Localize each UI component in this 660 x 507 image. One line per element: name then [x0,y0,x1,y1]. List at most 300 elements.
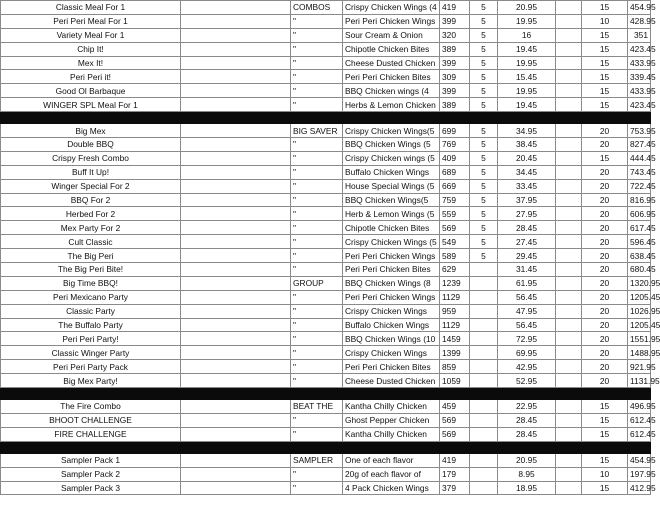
tax-amount-cell: 34.45 [498,165,556,179]
description-cell: Ghost Pepper Chicken [343,413,440,427]
table-row [1,28,651,42]
category-cell: " [291,332,343,346]
item-name-cell: BHOOT CHALLENGE [1,413,181,427]
blank-cell [556,165,582,179]
table-row [1,193,651,207]
description-cell: BBQ Chicken wings (4 [343,84,440,98]
percent-cell: 15 [582,42,628,56]
table-row [1,207,651,221]
tax-amount-cell: 47.95 [498,304,556,318]
total-cell: 1205.45 [628,290,651,304]
quantity-cell [470,304,498,318]
price-cell: 699 [440,124,470,138]
quantity-cell [470,276,498,290]
item-name-cell: Mex Party For 2 [1,221,181,235]
category-cell: " [291,207,343,221]
tax-amount-cell: 27.95 [498,207,556,221]
item-name-cell: WINGER SPL Meal For 1 [1,98,181,112]
item-name-cell: Crispy Fresh Combo [1,151,181,165]
percent-cell: 20 [582,165,628,179]
category-cell: " [291,138,343,152]
tax-amount-cell: 18.95 [498,481,556,495]
category-cell: " [291,290,343,304]
description-cell: Chipotle Chicken Bites [343,42,440,56]
tax-amount-cell: 61.95 [498,276,556,290]
description-cell: Kantha Chilly Chicken [343,427,440,441]
section-separator [1,388,651,400]
quantity-cell [470,400,498,414]
tax-amount-cell: 27.45 [498,235,556,249]
category-cell: " [291,221,343,235]
table-row [1,346,651,360]
price-cell: 459 [440,400,470,414]
price-cell: 1399 [440,346,470,360]
blank-cell [556,84,582,98]
price-cell: 859 [440,360,470,374]
blank-cell [181,28,291,42]
blank-cell [181,221,291,235]
tax-amount-cell: 42.95 [498,360,556,374]
quantity-cell: 5 [470,70,498,84]
blank-cell [181,346,291,360]
percent-cell: 15 [582,1,628,15]
table-row [1,138,651,152]
description-cell: Buffalo Chicken Wings [343,318,440,332]
quantity-cell: 5 [470,1,498,15]
total-cell: 617.45 [628,221,651,235]
percent-cell: 20 [582,318,628,332]
table-row [1,179,651,193]
blank-cell [556,42,582,56]
description-cell: 4 Pack Chicken Wings [343,481,440,495]
blank-cell [181,360,291,374]
item-name-cell: Chip It! [1,42,181,56]
table-row [1,467,651,481]
table-row [1,263,651,277]
tax-amount-cell: 19.45 [498,98,556,112]
blank-cell [556,235,582,249]
blank-cell [556,249,582,263]
blank-cell [556,467,582,481]
percent-cell: 20 [582,290,628,304]
tax-amount-cell: 34.95 [498,124,556,138]
total-cell: 743.45 [628,165,651,179]
category-cell: " [291,360,343,374]
category-cell: " [291,318,343,332]
item-name-cell: BBQ For 2 [1,193,181,207]
item-name-cell: Classic Winger Party [1,346,181,360]
description-cell: Chipotle Chicken Bites [343,221,440,235]
tax-amount-cell: 37.95 [498,193,556,207]
quantity-cell: 5 [470,42,498,56]
percent-cell: 20 [582,360,628,374]
blank-cell [181,14,291,28]
price-cell: 1239 [440,276,470,290]
tax-amount-cell: 72.95 [498,332,556,346]
price-cell: 769 [440,138,470,152]
total-cell: 1026.95 [628,304,651,318]
quantity-cell [470,290,498,304]
blank-cell [556,98,582,112]
price-cell: 629 [440,263,470,277]
total-cell: 444.45 [628,151,651,165]
percent-cell: 20 [582,124,628,138]
blank-cell [556,56,582,70]
blank-cell [181,276,291,290]
tax-amount-cell: 29.45 [498,249,556,263]
table-row [1,400,651,414]
blank-cell [556,374,582,388]
percent-cell: 20 [582,138,628,152]
tax-amount-cell: 19.95 [498,84,556,98]
item-name-cell: Peri Peri Party! [1,332,181,346]
percent-cell: 15 [582,453,628,467]
item-name-cell: Sampler Pack 2 [1,467,181,481]
item-name-cell: Variety Meal For 1 [1,28,181,42]
blank-cell [181,453,291,467]
category-cell: " [291,165,343,179]
tax-amount-cell: 28.45 [498,413,556,427]
price-cell: 1059 [440,374,470,388]
price-cell: 589 [440,249,470,263]
blank-cell [556,304,582,318]
tax-amount-cell: 20.95 [498,1,556,15]
price-cell: 689 [440,165,470,179]
table-row [1,56,651,70]
blank-cell [556,400,582,414]
quantity-cell [470,332,498,346]
category-cell: BIG SAVER [291,124,343,138]
description-cell: Crispy Chicken Wings(5 [343,124,440,138]
tax-amount-cell: 20.45 [498,151,556,165]
table-row [1,318,651,332]
tax-amount-cell: 16 [498,28,556,42]
category-cell: " [291,346,343,360]
percent-cell: 15 [582,84,628,98]
quantity-cell: 5 [470,14,498,28]
item-name-cell: Classic Party [1,304,181,318]
section-separator [1,112,651,124]
table-row [1,332,651,346]
price-cell: 179 [440,467,470,481]
blank-cell [181,304,291,318]
tax-amount-cell: 20.95 [498,453,556,467]
table-row [1,1,651,15]
quantity-cell: 5 [470,165,498,179]
total-cell: 339.45 [628,70,651,84]
blank-cell [181,332,291,346]
item-name-cell: Peri Peri it! [1,70,181,84]
blank-cell [181,1,291,15]
price-cell: 759 [440,193,470,207]
item-name-cell: Buff It Up! [1,165,181,179]
item-name-cell: Classic Meal For 1 [1,1,181,15]
blank-cell [181,138,291,152]
total-cell: 816.95 [628,193,651,207]
quantity-cell [470,427,498,441]
blank-cell [181,193,291,207]
table-row [1,360,651,374]
blank-cell [181,70,291,84]
blank-cell [181,42,291,56]
description-cell: Peri Peri Chicken Bites [343,70,440,84]
table-row [1,374,651,388]
category-cell: " [291,249,343,263]
description-cell: Crispy Chicken Wings (4 [343,1,440,15]
percent-cell: 15 [582,98,628,112]
total-cell: 197.95 [628,467,651,481]
quantity-cell: 5 [470,84,498,98]
category-cell: BEAT THE [291,400,343,414]
category-cell: " [291,84,343,98]
description-cell: One of each flavor [343,453,440,467]
category-cell: " [291,179,343,193]
table-row [1,249,651,263]
blank-cell [181,179,291,193]
tax-amount-cell: 56.45 [498,290,556,304]
percent-cell: 15 [582,151,628,165]
blank-cell [556,193,582,207]
blank-cell [181,249,291,263]
separator-bar [1,441,651,453]
percent-cell: 20 [582,374,628,388]
category-cell: " [291,151,343,165]
blank-cell [556,290,582,304]
blank-cell [181,481,291,495]
tax-amount-cell: 19.95 [498,56,556,70]
category-cell: " [291,235,343,249]
blank-cell [556,346,582,360]
quantity-cell [470,263,498,277]
quantity-cell: 5 [470,151,498,165]
category-cell: " [291,42,343,56]
table-row [1,481,651,495]
total-cell: 753.95 [628,124,651,138]
item-name-cell: Mex It! [1,56,181,70]
tax-amount-cell: 52.95 [498,374,556,388]
percent-cell: 20 [582,179,628,193]
blank-cell [181,124,291,138]
tax-amount-cell: 69.95 [498,346,556,360]
percent-cell: 10 [582,467,628,481]
blank-cell [181,207,291,221]
quantity-cell: 5 [470,249,498,263]
category-cell: " [291,14,343,28]
price-cell: 569 [440,413,470,427]
quantity-cell: 5 [470,207,498,221]
price-cell: 399 [440,84,470,98]
blank-cell [556,413,582,427]
percent-cell: 20 [582,346,628,360]
description-cell: BBQ Chicken Wings (5 [343,138,440,152]
tax-amount-cell: 56.45 [498,318,556,332]
table-row [1,413,651,427]
item-name-cell: Peri Peri Party Pack [1,360,181,374]
percent-cell: 20 [582,304,628,318]
blank-cell [556,263,582,277]
blank-cell [556,453,582,467]
item-name-cell: Big Mex [1,124,181,138]
blank-cell [181,84,291,98]
percent-cell: 20 [582,332,628,346]
quantity-cell: 5 [470,179,498,193]
quantity-cell: 5 [470,56,498,70]
total-cell: 1131.95 [628,374,651,388]
tax-amount-cell: 33.45 [498,179,556,193]
price-cell: 669 [440,179,470,193]
percent-cell: 15 [582,400,628,414]
blank-cell [556,360,582,374]
total-cell: 496.95 [628,400,651,414]
blank-cell [181,56,291,70]
table-row [1,165,651,179]
blank-cell [556,151,582,165]
description-cell: Kantha Chilly Chicken [343,400,440,414]
item-name-cell: Winger Special For 2 [1,179,181,193]
table-row [1,151,651,165]
category-cell: SAMPLER [291,453,343,467]
quantity-cell [470,318,498,332]
description-cell: Cheese Dusted Chicken [343,374,440,388]
description-cell: Peri Peri Chicken Wings [343,290,440,304]
description-cell: Peri Peri Chicken Wings [343,249,440,263]
tax-amount-cell: 28.45 [498,221,556,235]
table-row [1,276,651,290]
description-cell: Peri Peri Chicken Bites [343,263,440,277]
total-cell: 612.45 [628,427,651,441]
description-cell: Crispy Chicken wings (5 [343,151,440,165]
blank-cell [181,374,291,388]
price-cell: 389 [440,42,470,56]
price-cell: 379 [440,481,470,495]
category-cell: " [291,304,343,318]
description-cell: Crispy Chicken Wings [343,304,440,318]
total-cell: 351 [628,28,651,42]
tax-amount-cell: 38.45 [498,138,556,152]
table-row [1,98,651,112]
total-cell: 423.45 [628,42,651,56]
blank-cell [556,138,582,152]
total-cell: 423.45 [628,98,651,112]
total-cell: 433.95 [628,56,651,70]
price-cell: 1459 [440,332,470,346]
price-cell: 399 [440,56,470,70]
total-cell: 638.45 [628,249,651,263]
item-name-cell: Cult Classic [1,235,181,249]
price-cell: 569 [440,221,470,235]
blank-cell [556,207,582,221]
blank-cell [181,151,291,165]
total-cell: 596.45 [628,235,651,249]
blank-cell [181,400,291,414]
percent-cell: 15 [582,413,628,427]
table-row [1,235,651,249]
total-cell: 428.95 [628,14,651,28]
blank-cell [181,318,291,332]
price-cell: 419 [440,1,470,15]
quantity-cell: 5 [470,28,498,42]
category-cell: " [291,413,343,427]
description-cell: Herb & Lemon Wings (5 [343,207,440,221]
total-cell: 454.95 [628,1,651,15]
category-cell: GROUP [291,276,343,290]
description-cell: Crispy Chicken Wings (5 [343,235,440,249]
price-cell: 409 [440,151,470,165]
percent-cell: 20 [582,207,628,221]
blank-cell [556,28,582,42]
category-cell: " [291,427,343,441]
blank-cell [556,332,582,346]
table-row [1,70,651,84]
category-cell: " [291,263,343,277]
blank-cell [181,467,291,481]
tax-amount-cell: 28.45 [498,427,556,441]
tax-amount-cell: 19.45 [498,42,556,56]
item-name-cell: Peri Mexicano Party [1,290,181,304]
quantity-cell [470,481,498,495]
price-cell: 309 [440,70,470,84]
total-cell: 680.45 [628,263,651,277]
total-cell: 722.45 [628,179,651,193]
price-cell: 559 [440,207,470,221]
category-cell: " [291,481,343,495]
price-cell: 1129 [440,290,470,304]
percent-cell: 20 [582,221,628,235]
category-cell: " [291,374,343,388]
item-name-cell: The Buffalo Party [1,318,181,332]
total-cell: 1551.95 [628,332,651,346]
total-cell: 612.45 [628,413,651,427]
total-cell: 606.95 [628,207,651,221]
item-name-cell: Sampler Pack 1 [1,453,181,467]
item-name-cell: Double BBQ [1,138,181,152]
percent-cell: 20 [582,249,628,263]
total-cell: 454.95 [628,453,651,467]
item-name-cell: Peri Peri Meal For 1 [1,14,181,28]
description-cell: Peri Peri Chicken Bites [343,360,440,374]
percent-cell: 15 [582,427,628,441]
blank-cell [181,235,291,249]
quantity-cell: 5 [470,98,498,112]
total-cell: 412.95 [628,481,651,495]
total-cell: 827.45 [628,138,651,152]
category-cell: COMBOS [291,1,343,15]
quantity-cell [470,360,498,374]
description-cell: BBQ Chicken Wings (10 [343,332,440,346]
price-cell: 419 [440,453,470,467]
total-cell: 1205.45 [628,318,651,332]
tax-amount-cell: 31.45 [498,263,556,277]
total-cell: 433.95 [628,84,651,98]
description-cell: Herbs & Lemon Chicken [343,98,440,112]
price-cell: 549 [440,235,470,249]
description-cell: BBQ Chicken Wings (8 [343,276,440,290]
tax-amount-cell: 19.95 [498,14,556,28]
item-name-cell: Big Time BBQ! [1,276,181,290]
item-name-cell: FIRE CHALLENGE [1,427,181,441]
table-row [1,290,651,304]
category-cell: " [291,70,343,84]
item-name-cell: Sampler Pack 3 [1,481,181,495]
total-cell: 921.95 [628,360,651,374]
blank-cell [181,165,291,179]
tax-amount-cell: 22.95 [498,400,556,414]
total-cell: 1488.95 [628,346,651,360]
blank-cell [556,14,582,28]
blank-cell [556,481,582,495]
table-row [1,14,651,28]
blank-cell [556,124,582,138]
